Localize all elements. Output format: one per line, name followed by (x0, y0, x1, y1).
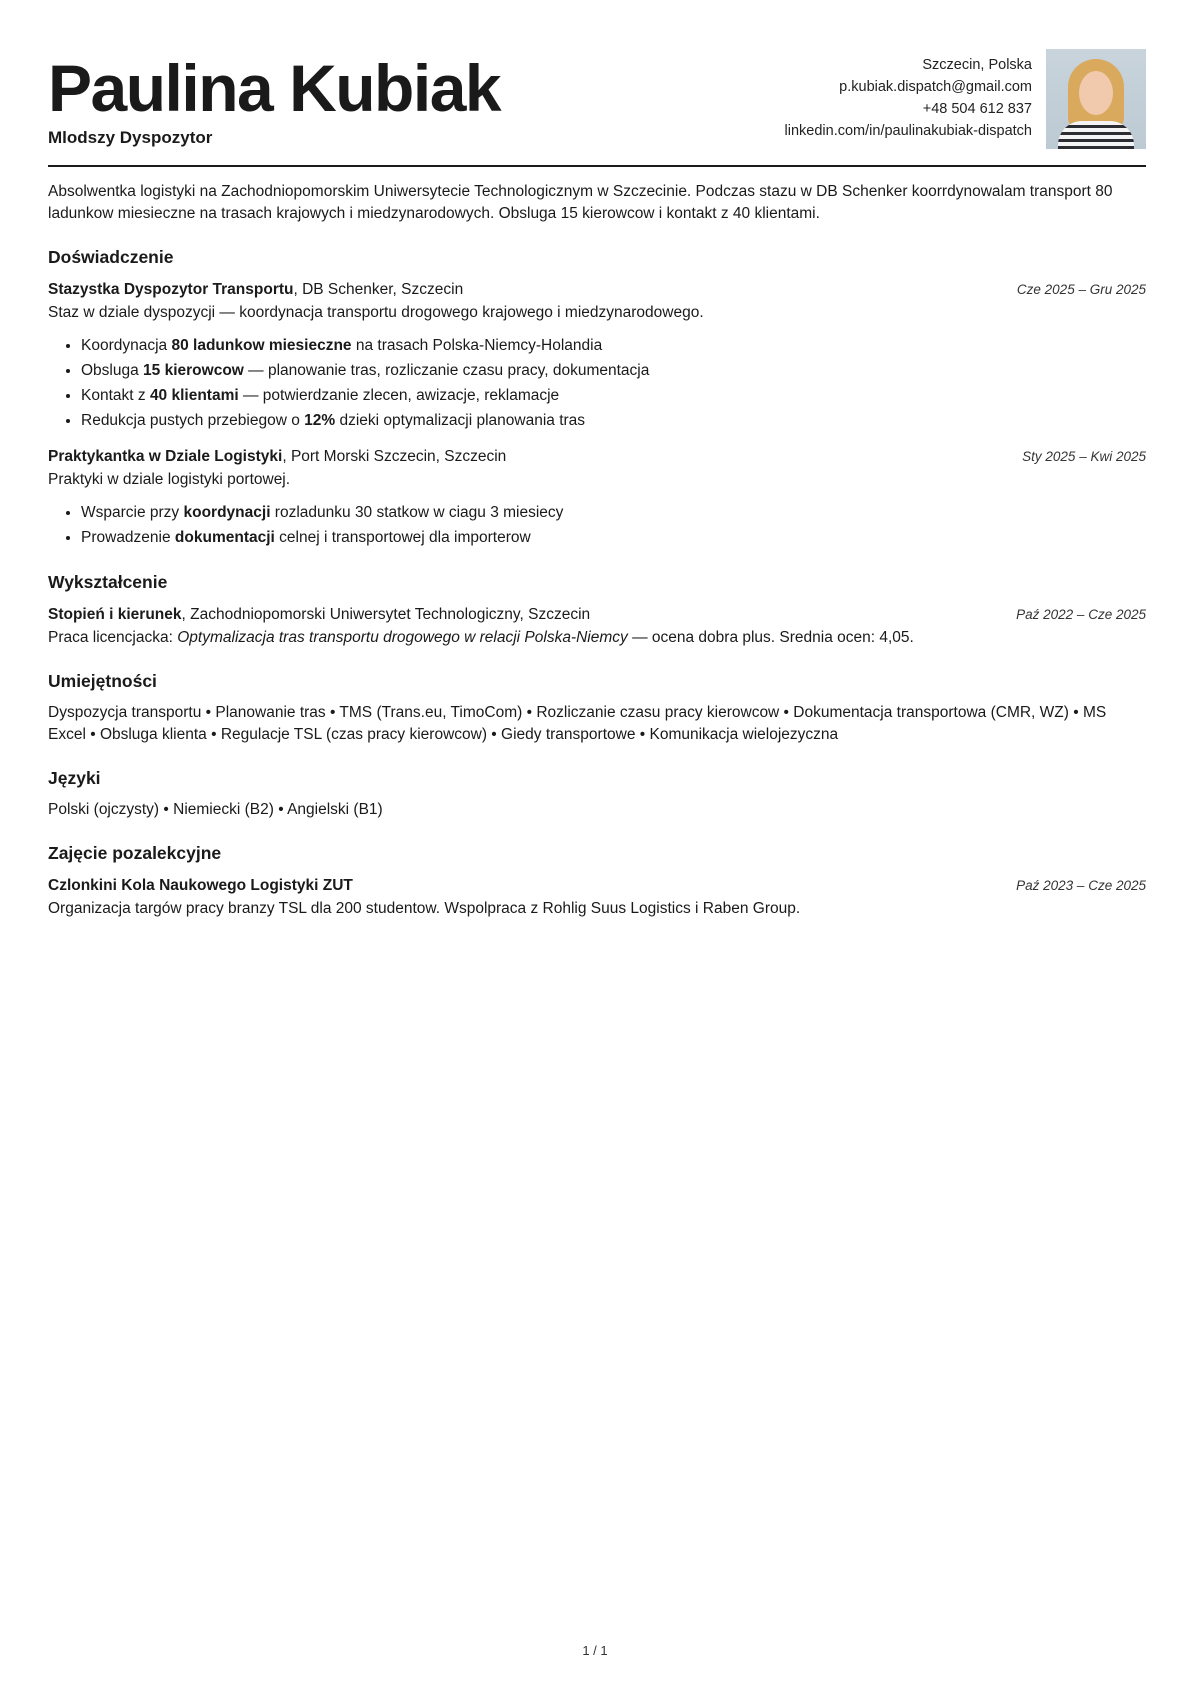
section-title-experience: Doświadczenie (48, 247, 174, 267)
resume-header (48, 0, 1146, 167)
summary-paragraph: Absolwentka logistyki na Zachodniopomorskim Uniwersytecie Technologicznym w Szczecinie. Podczas stazu w DB Schenker koorrdynowalam transport 80 ladunkow miesieczne na trasach krajowych i miedzynarodowych. Obsluga 15 kierowcow i kontakt z 40 klientami. (48, 183, 1113, 222)
candidate-name: Paulina Kubiak (48, 51, 501, 125)
entry-title (48, 278, 463, 301)
bullet-item: • Wsparcie przy koordynacji rozladunku 30 statkow w ciagu 3 miesiecy (81, 500, 1146, 525)
contact-linkedin[interactable]: linkedin.com/in/paulinakubiak-dispatch (784, 123, 1032, 139)
languages-list: Polski (ojczysty) • Niemiecki (B2) • Angielski (B1) (48, 801, 383, 818)
entry-title (48, 445, 506, 468)
candidate-role: Mlodszy Dyspozytor (48, 128, 213, 147)
entry-bullets (48, 500, 1146, 550)
contact-location: Szczecin, Polska (922, 57, 1032, 73)
entry-date: Paź 2023 – Cze 2025 (1016, 878, 1146, 893)
photo-shirt-shape (1058, 121, 1134, 149)
entry-title (48, 603, 590, 626)
bullet-item: • Obsluga 15 kierowcow — planowanie tras, rozliczanie czasu pracy, dokumentacja (81, 358, 1146, 383)
entry-description: Organizacja targów pracy branzy TSL dla 200 studentow. Wspolpraca z Rohlig Suus Logistics i Raben Group. (48, 900, 801, 917)
entry-bullets (48, 333, 1146, 433)
education-school: , Zachodniopomorski Uniwersytet Technologiczny, Szczecin (181, 606, 591, 623)
extracurricular-section (48, 843, 1146, 920)
entry-date: Cze 2025 – Gru 2025 (1016, 282, 1146, 297)
education-section (48, 572, 1146, 649)
section-title-skills: Umiejętności (48, 671, 157, 691)
section-title-languages: Języki (48, 768, 101, 788)
skills-section (48, 671, 1146, 746)
education-entry (48, 603, 1146, 649)
contact-phone: +48 504 612 837 (922, 101, 1032, 117)
entry-position: Praktykantka w Dziale Logistyki (48, 448, 283, 465)
education-thesis: Praca licencjacka: Optymalizacja tras transportu drogowego w relacji Polska-Niemcy — ocena dobra plus. Srednia ocen: 4,05. (48, 629, 914, 646)
contact-block (785, 54, 1032, 142)
entry-org: , DB Schenker, Szczecin (293, 281, 464, 298)
entry-description: Staz w dziale dyspozycji — koordynacja transportu drogowego krajowego i miedzynarodowego. (48, 304, 704, 321)
experience-entry (48, 445, 1146, 550)
entry-date: Sty 2025 – Kwi 2025 (1022, 449, 1146, 464)
profile-photo (1046, 49, 1146, 149)
bullet-item: • Koordynacja 80 ladunkow miesieczne na trasach Polska-Niemcy-Holandia (81, 333, 1146, 358)
section-title-extracurricular: Zajęcie pozalekcyjne (48, 843, 222, 863)
entry-date: Paź 2022 – Cze 2025 (1016, 607, 1146, 622)
entry-description: Praktyki w dziale logistyki portowej. (48, 471, 291, 488)
bullet-item: • Kontakt z 40 klientami — potwierdzanie zlecen, awizacje, reklamacje (81, 383, 1146, 408)
photo-face-shape (1079, 71, 1113, 115)
bullet-item: • Redukcja pustych przebiegow o 12% dzieki optymalizacji planowania tras (81, 408, 1146, 433)
contact-email[interactable]: p.kubiak.dispatch@gmail.com (839, 79, 1032, 95)
skills-list: Dyspozycja transportu • Planowanie tras • TMS (Trans.eu, TimoCom) • Rozliczanie czasu pracy kierowcow • Dokumentacja transportowa (CMR, WZ) • MS Excel • Obsluga klienta • Regulacje TSL (czas pracy kierowcow) • Giedy transportowe • Komunikacja wielojezyczna (48, 704, 1107, 743)
resume-page (48, 0, 1146, 920)
entry-title: Czlonkini Kola Naukowego Logistyki ZUT (48, 877, 353, 894)
section-title-education: Wykształcenie (48, 572, 168, 592)
experience-section (48, 247, 1146, 550)
extracurricular-entry (48, 874, 1146, 920)
experience-entry (48, 278, 1146, 433)
entry-org: , Port Morski Szczecin, Szczecin (282, 448, 507, 465)
entry-position: Stazystka Dyspozytor Transportu (48, 281, 294, 298)
languages-section (48, 768, 1146, 821)
bullet-item: • Prowadzenie dokumentacji celnej i transportowej dla importerow (81, 525, 1146, 550)
page-indicator: 1 / 1 (582, 1643, 608, 1658)
education-degree: Stopień i kierunek (48, 606, 182, 623)
